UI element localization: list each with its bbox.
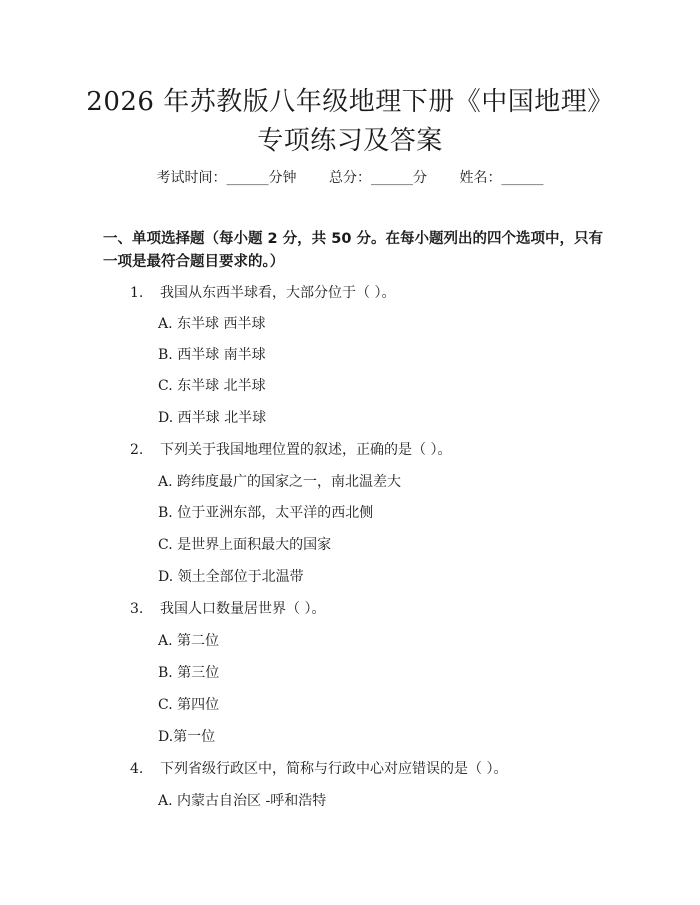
- question-number: 4.: [130, 761, 144, 777]
- option-b: B. 位于亚洲东部，太平洋的西北侧: [158, 505, 374, 521]
- question-text: 我国人口数量居世界（ ）。: [160, 601, 326, 617]
- option-d: D. 领土全部位于北温带: [158, 569, 304, 585]
- section-heading: 一、单项选择题（每小题 2 分，共 50 分。在每小题列出的四个选项中，只有一项是最符合题目要求的。）: [103, 231, 603, 270]
- option-c: C. 东半球 北半球: [158, 378, 266, 394]
- student-name-field: 姓名：______: [459, 170, 544, 186]
- question-number: 1.: [130, 285, 144, 301]
- option-c: C. 第四位: [158, 697, 220, 713]
- question-number: 3.: [130, 601, 144, 617]
- option-b: B. 第三位: [158, 665, 220, 681]
- option-d: D. 西半球 北半球: [158, 410, 267, 426]
- option-b: B. 西半球 南半球: [158, 347, 266, 363]
- option-a: A. 内蒙古自治区 -呼和浩特: [158, 793, 327, 809]
- question-text: 下列省级行政区中，简称与行政中心对应错误的是（ ）。: [160, 761, 508, 777]
- option-c: C. 是世界上面积最大的国家: [158, 537, 332, 553]
- exam-time-field: 考试时间：______分钟: [156, 170, 297, 186]
- page-title-line-2: 专项练习及答案: [257, 126, 443, 156]
- option-a: A. 跨纬度最广的国家之一，南北温差大: [158, 474, 402, 490]
- question-text: 下列关于我国地理位置的叙述，正确的是（ ）。: [160, 442, 452, 458]
- option-a: A. 第二位: [158, 633, 220, 649]
- question-text: 我国从东西半球看，大部分位于（ ）。: [160, 285, 396, 301]
- question-number: 2.: [130, 442, 144, 458]
- total-score-field: 总分：______分: [329, 170, 427, 186]
- option-a: A. 东半球 西半球: [158, 316, 266, 332]
- option-d: D.第一位: [158, 729, 216, 745]
- page-title-line-1: 2026 年苏教版八年级地理下册《中国地理》: [86, 87, 614, 117]
